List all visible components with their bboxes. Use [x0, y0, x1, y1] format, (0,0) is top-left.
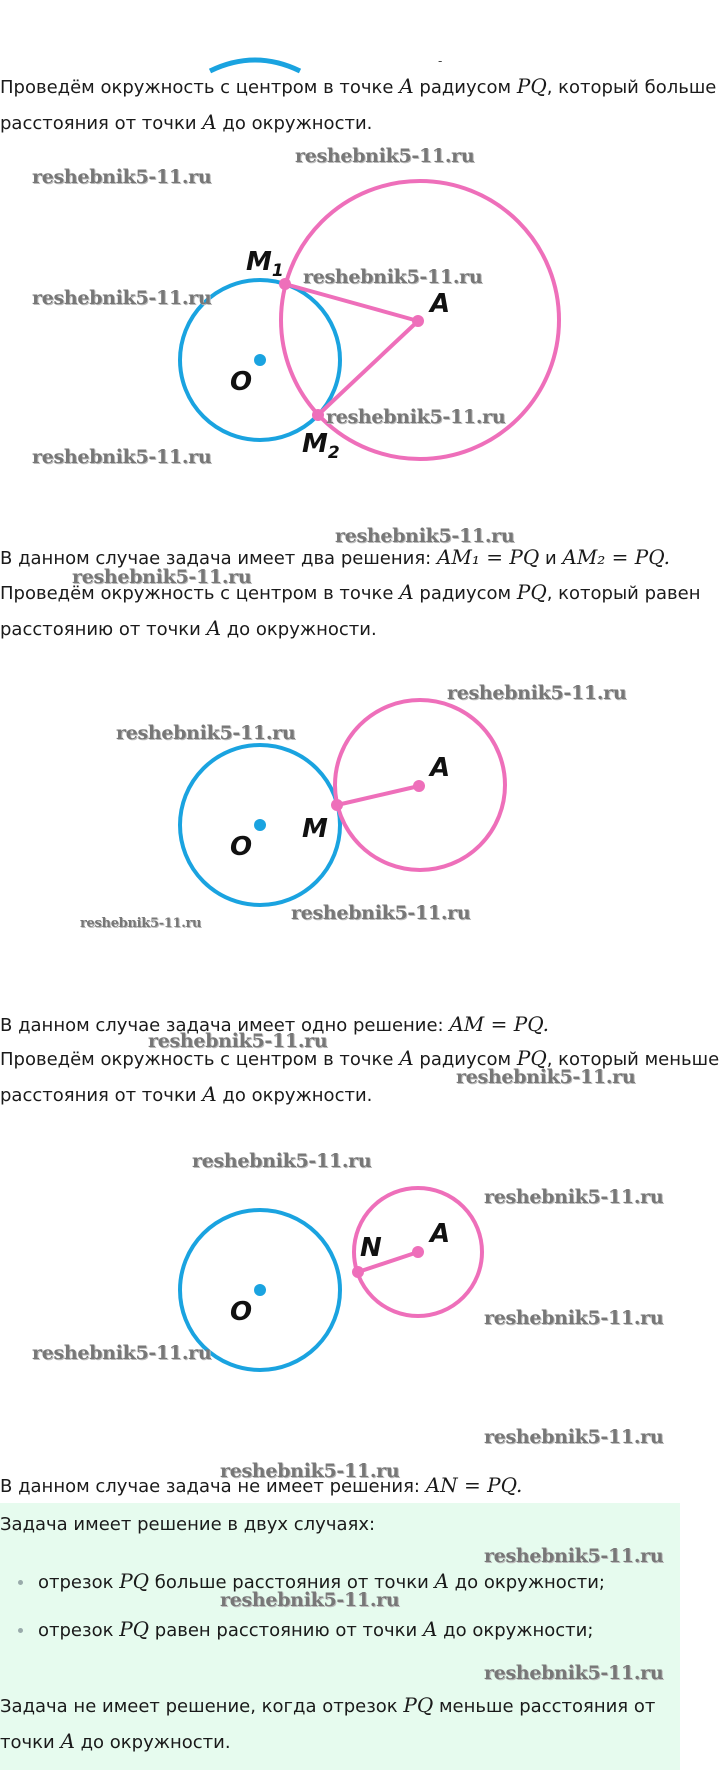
case2-intro-line1: Проведём окружность с центром в точке A радиусом PQ, который равен — [0, 580, 701, 604]
summary-no-solution: Задача не имеет решение, когда отрезок PQ меньше расстояния от — [0, 1693, 656, 1717]
watermark: reshebnik5-11.ru — [484, 1186, 664, 1208]
segment-am — [337, 786, 419, 805]
label-o: O — [230, 1297, 253, 1327]
bullet-dot — [18, 1580, 23, 1585]
label-m: M — [302, 814, 328, 844]
case1-intro-line2: расстояния от точки A до окружности. — [0, 110, 373, 134]
label-a: A — [430, 1219, 451, 1249]
top-partial-mark: - — [438, 54, 443, 68]
watermark: reshebnik5-11.ru — [32, 1342, 212, 1364]
label-m1: $M_1$ — [246, 247, 284, 281]
watermark: reshebnik5-11.ru — [484, 1662, 664, 1684]
center-o-point — [254, 819, 266, 831]
watermark: reshebnik5-11.ru — [220, 1460, 400, 1482]
top-partial-arc — [200, 55, 310, 73]
watermark: reshebnik5-11.ru — [456, 1066, 636, 1088]
point-a — [412, 1246, 424, 1258]
watermark: reshebnik5-11.ru — [116, 722, 296, 744]
case3-conclusion: В данном случае задача не имеет решения: AN = PQ. — [0, 1473, 523, 1497]
bullet-dot — [18, 1628, 23, 1633]
center-o-point — [254, 1284, 266, 1296]
watermark: reshebnik5-11.ru — [303, 266, 483, 288]
watermark: reshebnik5-11.ru — [295, 145, 475, 167]
summary-bullet-1: отрезок PQ больше расстояния от точки A до окружности; — [38, 1569, 605, 1593]
label-o: O — [230, 367, 253, 397]
watermark: reshebnik5-11.ru — [326, 406, 506, 428]
label-a: A — [430, 753, 451, 783]
summary-box — [0, 1503, 680, 1770]
watermark: reshebnik5-11.ru — [291, 902, 471, 924]
watermark: reshebnik5-11.ru — [335, 525, 515, 547]
figure-two-solutions — [0, 140, 680, 480]
watermark: reshebnik5-11.ru — [447, 682, 627, 704]
summary-bullet-2: отрезок PQ равен расстоянию от точки A до окружности; — [38, 1617, 594, 1641]
watermark: reshebnik5-11.ru — [80, 916, 202, 931]
watermark: reshebnik5-11.ru — [148, 1030, 328, 1052]
case1-intro-line1: Проведём окружность с центром в точке A радиусом PQ, который больше — [0, 74, 717, 98]
point-m — [331, 799, 343, 811]
case3-intro-line2: расстояния от точки A до окружности. — [0, 1082, 373, 1106]
case3-intro-line1: Проведём окружность с центром в точке A радиусом PQ, который меньше — [0, 1046, 719, 1070]
point-m2 — [312, 409, 324, 421]
case2-conclusion: В данном случае задача имеет одно решение: AM = PQ. — [0, 1012, 549, 1036]
case2-intro-line2: расстоянию от точки A до окружности. — [0, 616, 377, 640]
watermark: reshebnik5-11.ru — [192, 1150, 372, 1172]
summary-last-line: точки A до окружности. — [0, 1729, 231, 1753]
watermark: reshebnik5-11.ru — [32, 287, 212, 309]
segment-am1 — [285, 284, 418, 321]
watermark: reshebnik5-11.ru — [484, 1307, 664, 1329]
segment-am2 — [318, 321, 418, 415]
label-n: N — [360, 1233, 382, 1263]
watermark: reshebnik5-11.ru — [484, 1545, 664, 1567]
point-a — [412, 315, 424, 327]
watermark: reshebnik5-11.ru — [484, 1426, 664, 1448]
watermark: reshebnik5-11.ru — [220, 1589, 400, 1611]
label-a: A — [430, 289, 451, 319]
summary-intro: Задача имеет решение в двух случаях: — [0, 1514, 376, 1535]
case1-conclusion: В данном случае задача имеет два решения: AM₁ = PQ и AM₂ = PQ. — [0, 545, 671, 569]
watermark: reshebnik5-11.ru — [32, 166, 212, 188]
watermark: reshebnik5-11.ru — [72, 566, 252, 588]
label-m2: $M_2$ — [302, 429, 340, 463]
center-o-point — [254, 354, 266, 366]
point-n — [352, 1266, 364, 1278]
watermark: reshebnik5-11.ru — [32, 446, 212, 468]
label-o: O — [230, 832, 253, 862]
point-a — [413, 780, 425, 792]
